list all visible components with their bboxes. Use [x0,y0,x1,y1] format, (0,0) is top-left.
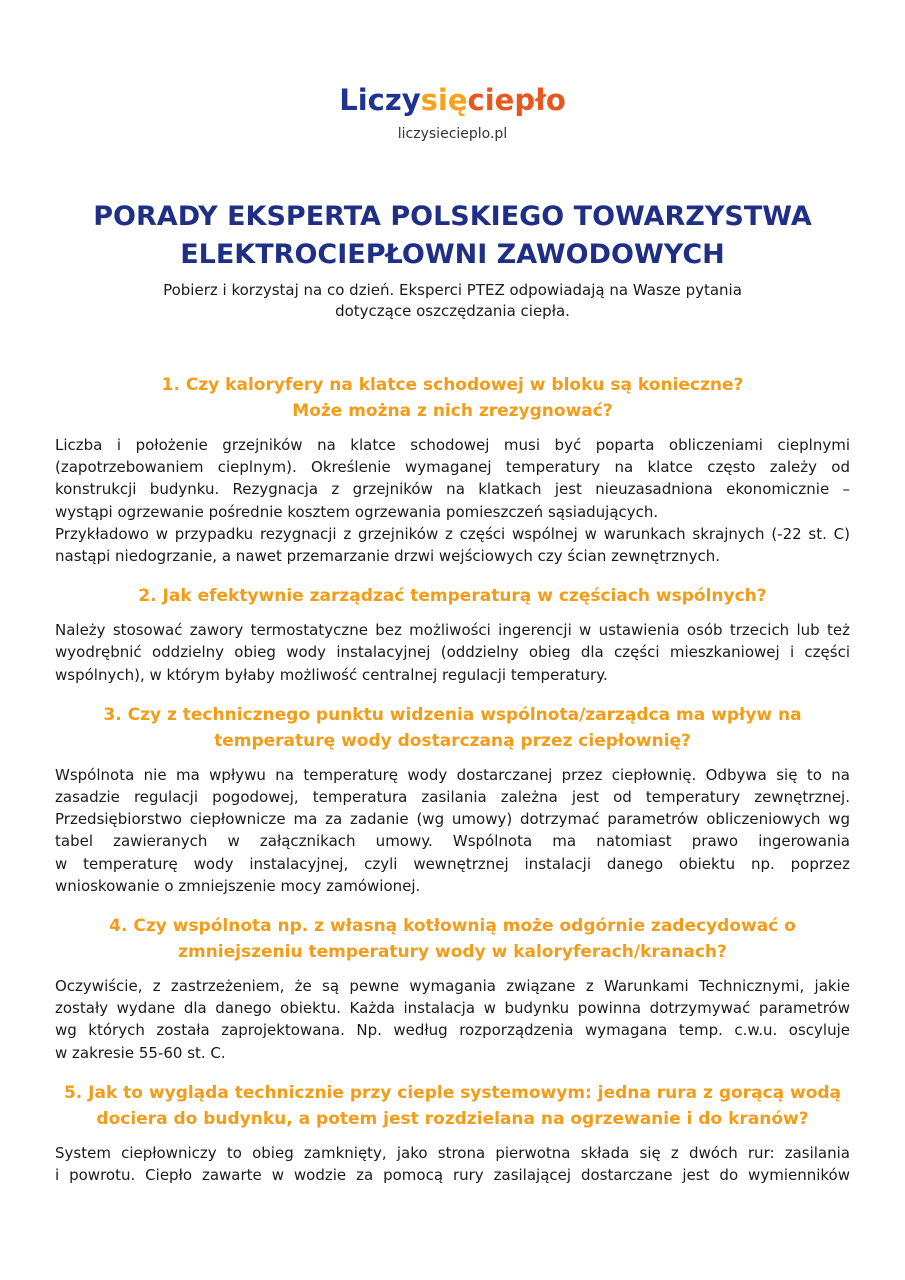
faq-answer-4 [55,975,850,1064]
answer-line: wnioskowanie o zmniejszenie mocy zamówionej. [55,876,421,895]
question-line: dociera do budynku, a potem jest rozdzielana na ogrzewanie i do kranów? [96,1108,809,1129]
question-line: zmniejszeniu temperatury wody w kaloryferach/kranach? [178,942,727,963]
answer-line: i powrotu. Ciepło zawarte w wodzie za pomocą rury zasilającej dostarczane jest do wymienników [55,1166,850,1185]
question-line: 2. Jak efektywnie zarządzać temperaturą w częściach wspólnych? [138,586,767,607]
faq-question-3 [55,702,850,754]
faq-question-4 [55,913,850,965]
faq-answer-5 [55,1142,850,1186]
answer-line: Przykładowo w przypadku rezygnacji z grzejników z części wspólnej w warunkach skrajnych (-22 st. C) [55,524,850,543]
faq-answer-2 [55,619,850,686]
answer-line: Należy stosować zawory termostatyczne bez możliwości ingerencji w ustawienia osób trzecich lub też [55,621,850,640]
question-line: 5. Jak to wygląda technicznie przy cieple systemowym: jedna rura z gorącą wodą [63,1082,842,1103]
subtitle-line: dotyczące oszczędzania ciepła. [335,302,570,320]
page-subtitle [60,280,845,322]
subtitle-line: Pobierz i korzystaj na co dzień. Eksperci PTEZ odpowiadają na Wasze pytania [163,281,742,299]
question-line: 1. Czy kaloryfery na klatce schodowej w bloku są konieczne? [161,375,744,395]
page-title [40,198,865,274]
answer-line: wystąpi ogrzewanie pośrednie kosztem ogrzewania pomieszczeń sąsiadujących. [55,502,659,521]
answer-line: wspólnych), w którym byłaby możliwość centralnej regulacji temperatury. [55,665,608,684]
faq-question-2 [55,583,850,609]
title-line: PORADY EKSPERTA POLSKIEGO TOWARZYSTWA [93,201,812,232]
logo-part-3: ciepło [467,83,566,117]
question-line: Może można z nich zrezygnować? [292,401,613,421]
answer-line: Przedsiębiorstwo ciepłownicze ma za zadanie (wg umowy) dotrzymać parametrów obliczeniowych wg [55,810,850,829]
answer-line: Liczba i położenie grzejników na klatce schodowej musi być poparta obliczeniami cieplnymi [55,436,850,454]
answer-line: Oczywiście, z zastrzeżeniem, że są pewne wymagania związane z Warunkami Technicznymi, jakie [55,977,850,996]
answer-line: tabel zawieranych w załącznikach umowy. Wspólnota ma natomiast prawo ingerowania [55,832,850,851]
logo-part-1: Liczy [339,83,421,117]
brand-logo[interactable] [0,80,905,120]
faq-question-5 [55,1080,850,1132]
title-line: ELEKTROCIEPŁOWNI ZAWODOWYCH [180,239,725,270]
question-line: 4. Czy wspólnota np. z własną kotłownią może odgórnie zadecydować o [109,916,796,937]
question-line: 3. Czy z technicznego punktu widzenia wspólnota/zarządca ma wpływ na [103,704,802,725]
answer-line: konstrukcji budynku. Rezygnacja z grzejników na klatkach jest nieuzasadniona ekonomicznie – [55,480,850,499]
faq-question-1 [55,372,850,424]
answer-line: zostały wydane dla danego obiektu. Każda instalacja w budynku powinna dotrzymywać parametrów [55,999,850,1018]
faq-content [55,372,850,1202]
answer-line: w zakresie 55-60 st. C. [55,1043,226,1062]
answer-line: wg których została zaprojektowana. Np. według rozporządzenia wymagana temp. c.w.u. oscyluje [55,1021,850,1040]
faq-answer-3 [55,764,850,897]
answer-line: wyodrębnić oddzielny obieg wody instalacyjnej (oddzielny obieg dla części mieszkaniowej i części [55,643,850,662]
answer-line: w temperaturę wody instalacyjnej, czyli wewnętrznej instalacji danego obiektu np. poprzez [55,854,850,873]
question-line: temperaturę wody dostarczaną przez ciepłownię? [214,730,691,751]
answer-line: zasadzie regulacji pogodowej, temperatura zasilania zależna jest od temperatury zewnętrznej. [55,788,850,807]
logo-part-2: się [420,83,468,117]
answer-line: Wspólnota nie ma wpływu na temperaturę wody dostarczanej przez ciepłownię. Odbywa się to na [55,765,850,784]
faq-answer-1 [55,434,850,567]
answer-line: (zapotrzebowaniem cieplnym). Określenie wymaganej temperatury na klatce często zależy od [55,458,850,477]
answer-line: nastąpi niedogrzanie, a nawet przemarzanie drzwi wejściowych czy ścian zewnętrznych. [55,547,721,566]
site-url[interactable]: liczysiecieplo.pl [397,126,508,142]
answer-line: System ciepłowniczy to obieg zamknięty, jako strona pierwotna składa się z dwóch rur: zasilania [55,1143,850,1162]
